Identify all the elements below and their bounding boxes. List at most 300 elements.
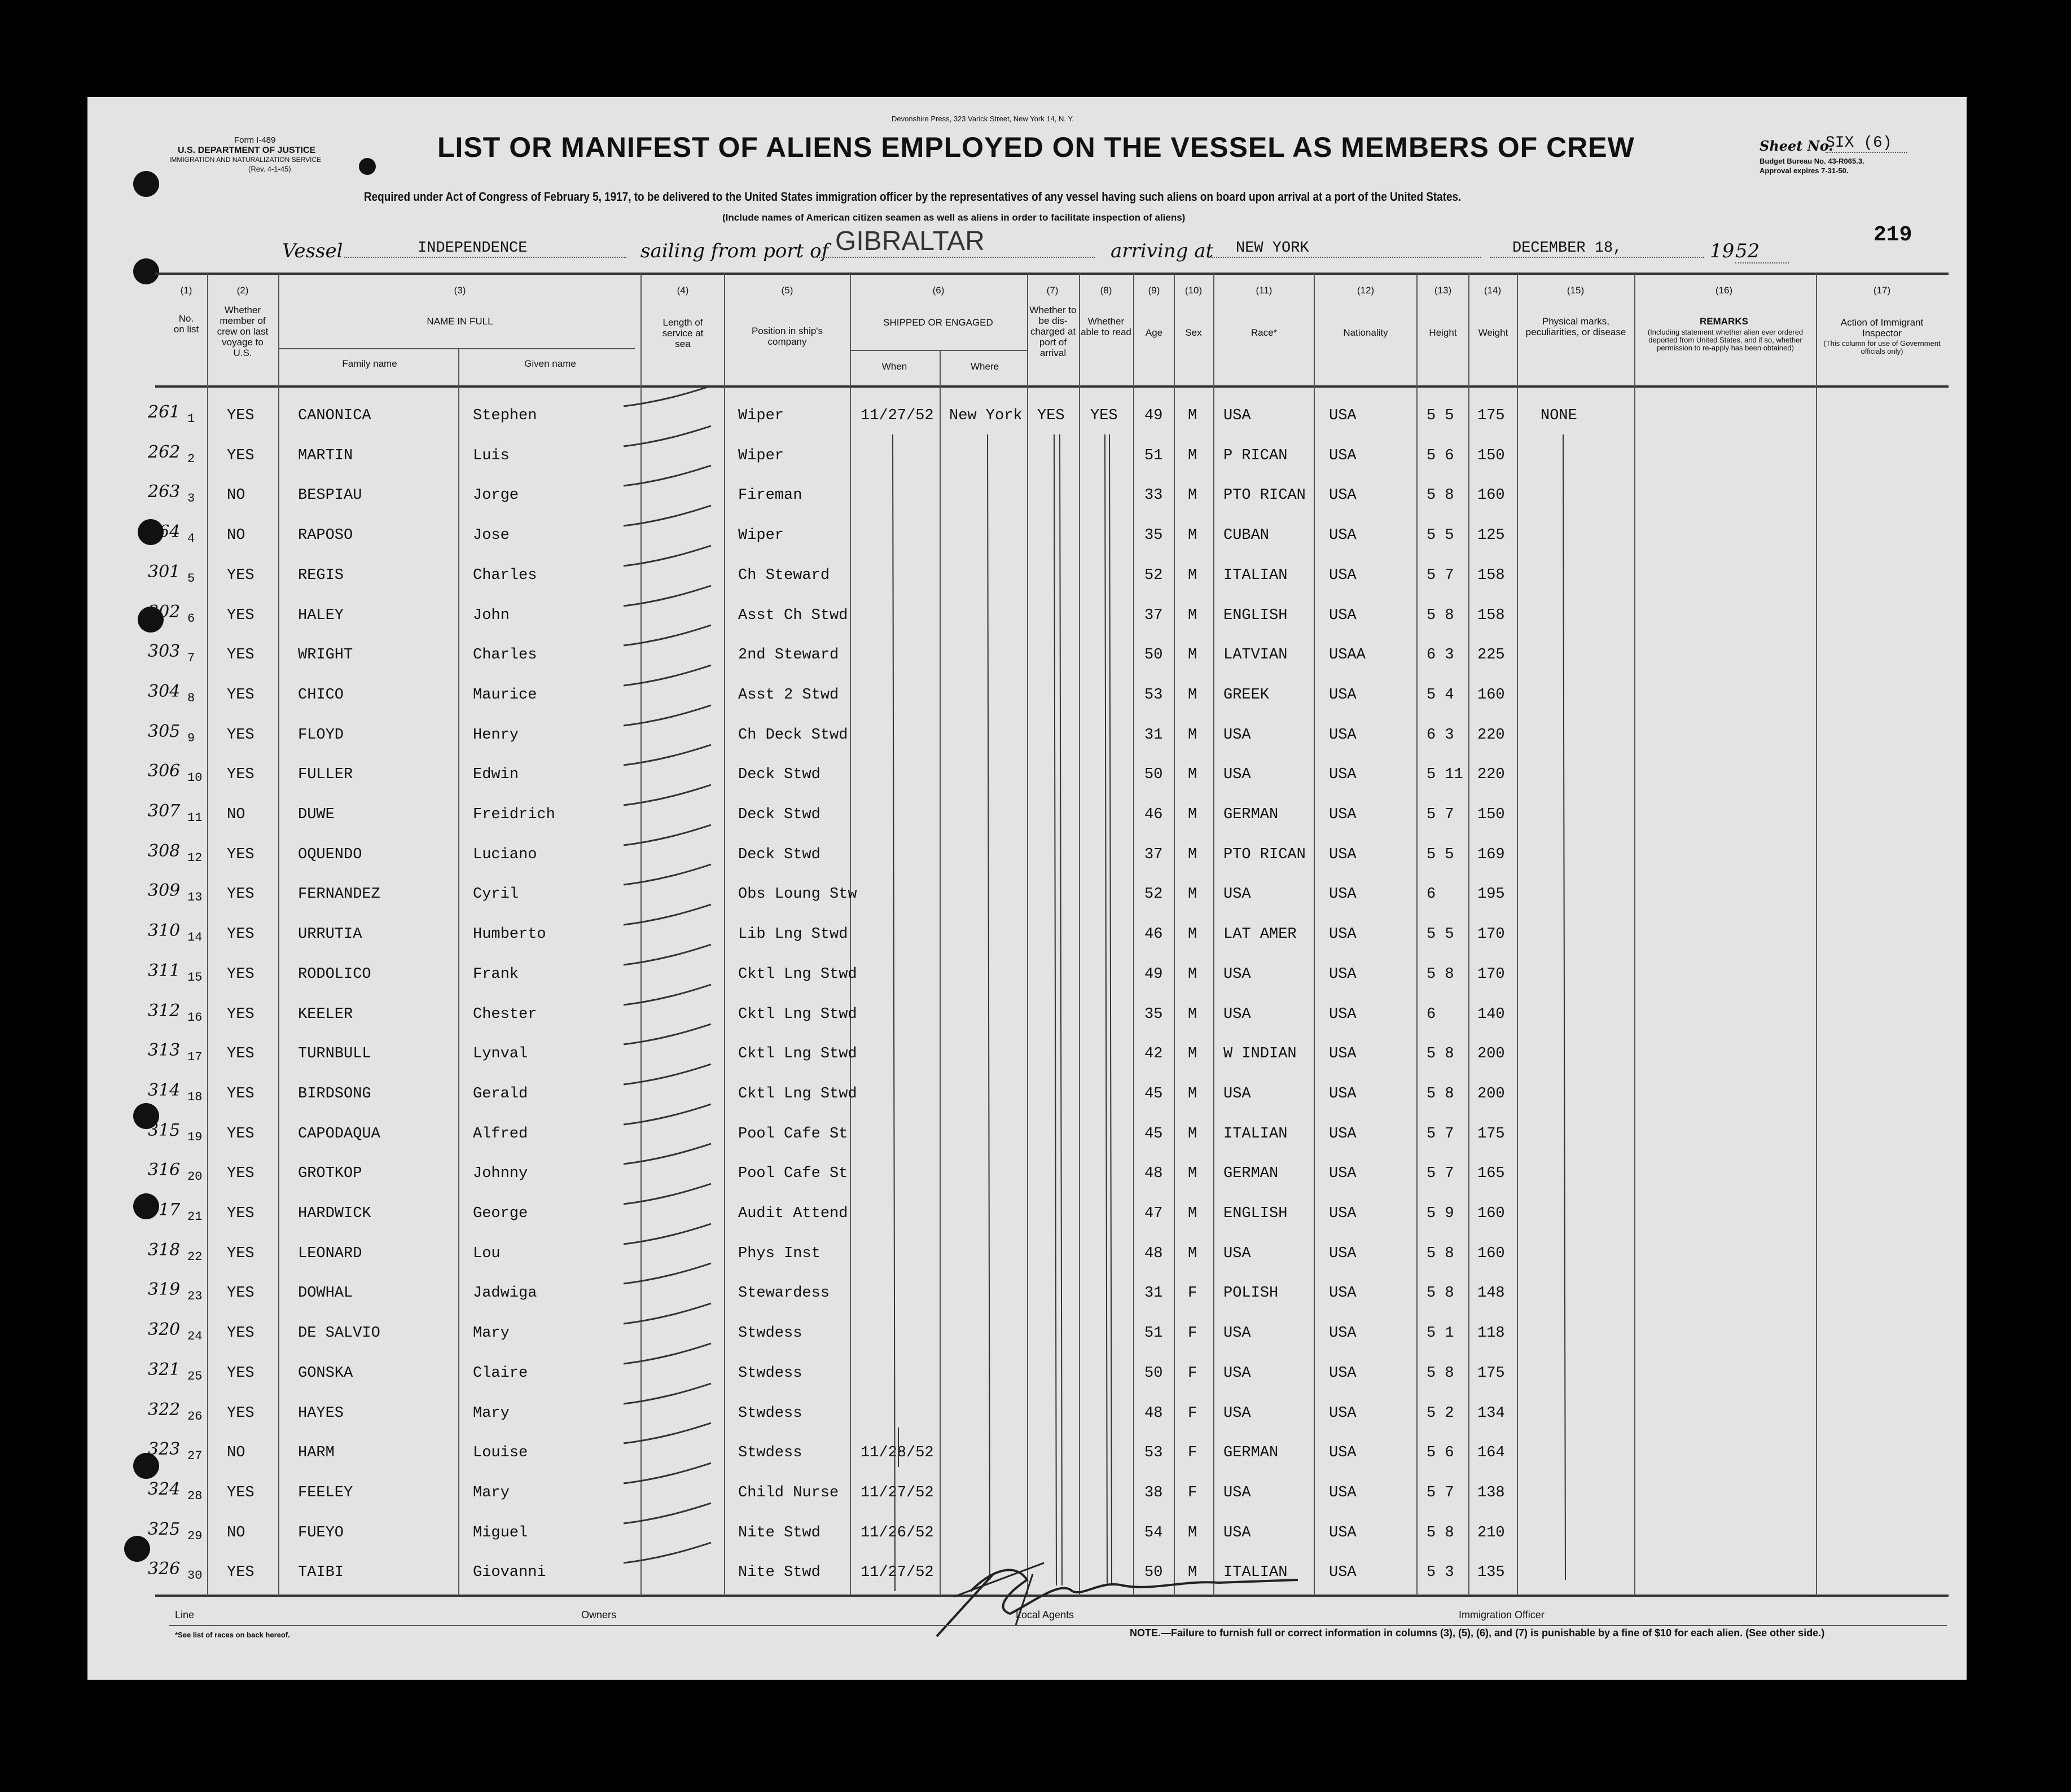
- service-length-stroke: [624, 1423, 711, 1443]
- line-number: 16: [187, 1011, 203, 1025]
- discharged-flag: YES: [1037, 407, 1065, 424]
- ship-position: Deck Stwd: [738, 846, 820, 863]
- ditto-line: [1105, 434, 1107, 1585]
- shipped-where: New York: [949, 407, 1023, 424]
- given-name: Mary: [473, 1405, 510, 1422]
- crew-last-voyage: YES: [227, 1046, 255, 1062]
- family-name: HAYES: [298, 1405, 344, 1422]
- ship-position: Pool Cafe St: [738, 1126, 848, 1143]
- page-title: LIST OR MANIFEST OF ALIENS EMPLOYED ON THE VESSEL AS MEMBERS OF CREW: [437, 131, 1635, 163]
- crew-last-voyage: NO: [227, 806, 245, 823]
- height: 5 8: [1427, 1046, 1454, 1062]
- race: USA: [1223, 966, 1251, 983]
- line-number: 17: [187, 1050, 203, 1064]
- col-head-given: Given name: [524, 358, 576, 369]
- age: 53: [1144, 1444, 1163, 1461]
- weight: 160: [1477, 487, 1505, 504]
- nationality: USA: [1329, 1525, 1357, 1541]
- sex: F: [1188, 1285, 1197, 1302]
- nationality: USA: [1329, 1046, 1357, 1062]
- penalty-note: NOTE.—Failure to furnish full or correct information in columns (3), (5), (6), and (7) is punishable by a fine of $10 for each alien. (See other side.): [1130, 1627, 1825, 1639]
- crew-last-voyage: YES: [227, 1126, 255, 1143]
- race: USA: [1223, 1484, 1251, 1501]
- ditto-line: [988, 434, 990, 1580]
- service-length-stroke: [624, 546, 711, 566]
- race: CUBAN: [1223, 527, 1270, 544]
- given-name: Frank: [473, 966, 519, 983]
- nationality: USA: [1329, 447, 1357, 464]
- age: 50: [1144, 647, 1163, 664]
- crew-last-voyage: YES: [227, 407, 255, 424]
- col-num: (15): [1567, 285, 1585, 296]
- weight: 150: [1477, 806, 1505, 823]
- ship-position: 2nd Steward: [738, 647, 839, 664]
- col-num: (17): [1873, 285, 1891, 296]
- line-number: 24: [187, 1329, 203, 1343]
- family-name: BIRDSONG: [298, 1086, 371, 1103]
- given-name: Mary: [473, 1325, 510, 1342]
- height: 5 6: [1427, 1444, 1454, 1461]
- given-name: Charles: [473, 647, 537, 664]
- col-head-family: Family name: [342, 358, 397, 369]
- line-number: 6: [187, 612, 195, 626]
- row-ref-number: 326: [148, 1559, 181, 1579]
- col-head-shipped: SHIPPED OR ENGAGED: [883, 317, 993, 328]
- ship-position: Phys Inst: [738, 1245, 820, 1262]
- weight: 170: [1477, 926, 1505, 943]
- sex: M: [1188, 1564, 1197, 1581]
- height: 6: [1427, 1006, 1436, 1023]
- race: USA: [1223, 1325, 1251, 1342]
- ship-position: Cktl Lng Stwd: [738, 1006, 857, 1023]
- weight: 134: [1477, 1405, 1505, 1422]
- ditto-line: [1109, 434, 1112, 1585]
- row-ref-number: 302: [148, 602, 181, 622]
- col-head-where: Where: [970, 361, 999, 372]
- family-name: BESPIAU: [298, 487, 362, 504]
- col-num: (5): [781, 285, 793, 296]
- sex: F: [1188, 1484, 1197, 1501]
- col-head-crew: Whether member of crew on last voyage to U.S.: [217, 305, 269, 358]
- given-name: Jose: [473, 527, 510, 544]
- given-name: Gerald: [473, 1086, 528, 1103]
- age: 52: [1144, 567, 1163, 584]
- race: USA: [1223, 1365, 1251, 1382]
- ship-position: Asst 2 Stwd: [738, 687, 839, 704]
- race: PTO RICAN: [1223, 846, 1306, 863]
- weight: 220: [1477, 727, 1505, 744]
- sex: M: [1188, 1165, 1197, 1182]
- col-head-remarks: REMARKS: [1700, 316, 1748, 327]
- age: 33: [1144, 487, 1163, 504]
- crew-last-voyage: YES: [227, 1564, 255, 1581]
- race: PTO RICAN: [1223, 487, 1306, 504]
- age: 50: [1144, 1564, 1163, 1581]
- height: 5 8: [1427, 487, 1454, 504]
- footer-rule: [169, 1625, 1947, 1626]
- sheet-label: Sheet No.: [1760, 138, 1833, 154]
- ship-position: Child Nurse: [738, 1484, 839, 1501]
- weight: 200: [1477, 1086, 1505, 1103]
- crew-last-voyage: NO: [227, 1444, 245, 1461]
- service-length-stroke: [624, 1383, 711, 1404]
- shipped-when: 11/27/52: [861, 407, 934, 424]
- weight: 175: [1477, 1365, 1505, 1382]
- height: 5 8: [1427, 1086, 1454, 1103]
- line-number: 30: [187, 1569, 203, 1583]
- line-number: 5: [187, 572, 195, 586]
- row-ref-number: 308: [148, 841, 181, 861]
- given-name: Louise: [473, 1444, 528, 1461]
- col-num: (1): [180, 285, 192, 296]
- shipped-when: 11/27/52: [861, 1484, 934, 1501]
- service-length-stroke: [624, 825, 711, 845]
- col-head-discharged: Whether to be dis-charged at port of arrival: [1029, 305, 1077, 358]
- col-num: (11): [1256, 285, 1273, 296]
- age: 31: [1144, 727, 1163, 744]
- sex: M: [1188, 1205, 1197, 1222]
- nationality: USA: [1329, 567, 1357, 584]
- family-name: MARTIN: [298, 447, 353, 464]
- age: 49: [1144, 407, 1163, 424]
- crew-last-voyage: YES: [227, 1165, 255, 1182]
- race: USA: [1223, 1245, 1251, 1262]
- given-name: Lou: [473, 1245, 501, 1262]
- nationality: USA: [1329, 1165, 1357, 1182]
- ship-position: Audit Attend: [738, 1205, 848, 1222]
- race: USA: [1223, 727, 1251, 744]
- handwritten-signature: [937, 1570, 1298, 1636]
- crew-last-voyage: YES: [227, 766, 255, 783]
- family-name: REGIS: [298, 567, 344, 584]
- crew-last-voyage: NO: [227, 527, 245, 544]
- nationality: USA: [1329, 1405, 1357, 1422]
- race: USA: [1223, 1405, 1251, 1422]
- line-number: 29: [187, 1529, 203, 1543]
- col-num: (2): [236, 285, 249, 296]
- nationality: USA: [1329, 1285, 1357, 1302]
- given-name: Stephen: [473, 407, 537, 424]
- race: GREEK: [1223, 687, 1270, 704]
- sex: F: [1188, 1365, 1197, 1382]
- approval: Approval expires 7-31-50.: [1760, 166, 1849, 175]
- row-ref-number: 318: [148, 1240, 181, 1260]
- line-number: 7: [187, 651, 195, 665]
- service-length-stroke: [624, 945, 711, 965]
- service-length-stroke: [624, 1463, 711, 1483]
- row-ref-number: 301: [148, 562, 181, 582]
- crew-last-voyage: YES: [227, 1086, 255, 1103]
- nationality: USA: [1329, 806, 1357, 823]
- weight: 170: [1477, 966, 1505, 983]
- race: GERMAN: [1223, 1165, 1279, 1182]
- col-head-weight: Weight: [1478, 327, 1508, 338]
- given-name: Lynval: [473, 1046, 528, 1062]
- family-name: HALEY: [298, 607, 344, 624]
- height: 5 8: [1427, 1245, 1454, 1262]
- service-length-stroke: [624, 904, 711, 925]
- crew-last-voyage: YES: [227, 886, 255, 903]
- sex: M: [1188, 1086, 1197, 1103]
- nationality: USA: [1329, 487, 1357, 504]
- line-number: 1: [187, 412, 195, 426]
- height: 5 4: [1427, 687, 1454, 704]
- age: 51: [1144, 447, 1163, 464]
- physical-marks: NONE: [1541, 407, 1577, 424]
- age: 48: [1144, 1165, 1163, 1182]
- crew-last-voyage: YES: [227, 727, 255, 744]
- crew-last-voyage: YES: [227, 1245, 255, 1262]
- shipped-when: 11/28/52: [861, 1444, 934, 1461]
- given-name: Chester: [473, 1006, 537, 1023]
- col-num: (16): [1715, 285, 1733, 296]
- sex: M: [1188, 1525, 1197, 1541]
- given-name: Mary: [473, 1484, 510, 1501]
- ship-position: Stwdess: [738, 1325, 802, 1342]
- family-name: CAPODAQUA: [298, 1126, 380, 1143]
- col-head-sex: Sex: [1185, 327, 1202, 338]
- family-name: DE SALVIO: [298, 1325, 380, 1342]
- line-number: 13: [187, 890, 203, 904]
- race: LAT AMER: [1223, 926, 1297, 943]
- ship-position: Stwdess: [738, 1444, 802, 1461]
- ship-position: Wiper: [738, 447, 784, 464]
- ship-position: Stwdess: [738, 1405, 802, 1422]
- weight: 195: [1477, 886, 1505, 903]
- service-length-stroke: [624, 1303, 711, 1324]
- ship-position: Asst Ch Stwd: [738, 607, 848, 624]
- height: 5 8: [1427, 966, 1454, 983]
- ditto-line: [893, 434, 895, 1591]
- row-ref-number: 312: [148, 1001, 181, 1021]
- weight: 175: [1477, 407, 1505, 424]
- family-name: DUWE: [298, 806, 335, 823]
- line-number: 27: [187, 1449, 203, 1463]
- nationality: USA: [1329, 1205, 1357, 1222]
- line-number: 26: [187, 1409, 203, 1424]
- crew-last-voyage: YES: [227, 447, 255, 464]
- nationality: USA: [1329, 1365, 1357, 1382]
- sex: M: [1188, 647, 1197, 664]
- col-head-remarks-note: (Including statement whether alien ever ordered deported from United States, and if so, whether permission to re-apply has been obtained): [1647, 328, 1804, 352]
- line-number: 21: [187, 1210, 203, 1224]
- row-ref-number: 304: [148, 682, 181, 701]
- height: 5 7: [1427, 1484, 1454, 1501]
- family-name: FEELEY: [298, 1484, 353, 1501]
- service-length-stroke: [624, 1343, 711, 1364]
- height: 5 1: [1427, 1325, 1454, 1342]
- sex: M: [1188, 607, 1197, 624]
- crew-last-voyage: YES: [227, 1285, 255, 1302]
- height: 5 5: [1427, 407, 1454, 424]
- service-length-stroke: [624, 1184, 711, 1204]
- family-name: RODOLICO: [298, 966, 371, 983]
- line-number: 9: [187, 731, 195, 745]
- col-head-nationality: Nationality: [1343, 327, 1388, 338]
- given-name: Alfred: [473, 1126, 528, 1143]
- row-ref-number: 319: [148, 1280, 181, 1299]
- weight: 165: [1477, 1165, 1505, 1182]
- age: 48: [1144, 1405, 1163, 1422]
- row-ref-number: 309: [148, 881, 181, 901]
- arrival-date: DECEMBER 18,: [1490, 240, 1704, 258]
- nationality: USA: [1329, 846, 1357, 863]
- year-suffix: 52: [1735, 240, 1789, 263]
- races-note: *See list of races on back hereof.: [175, 1631, 290, 1639]
- nationality: USA: [1329, 886, 1357, 903]
- shipped-when: 11/26/52: [861, 1525, 934, 1541]
- service-length-stroke: [624, 745, 711, 765]
- given-name: Jorge: [473, 487, 519, 504]
- vessel-name: INDEPENDENCE: [344, 240, 626, 258]
- family-name: TAIBI: [298, 1564, 344, 1581]
- nationality: USA: [1329, 727, 1357, 744]
- service-length-stroke: [624, 985, 711, 1005]
- col-head-height: Height: [1429, 327, 1457, 338]
- revision: (Rev. 4-1-45): [248, 165, 291, 173]
- race: P RICAN: [1223, 447, 1288, 464]
- nationality: USA: [1329, 1126, 1357, 1143]
- line-number: 4: [187, 532, 195, 546]
- given-name: Miguel: [473, 1525, 528, 1541]
- weight: 118: [1477, 1325, 1505, 1342]
- ship-position: Lib Lng Stwd: [738, 926, 848, 943]
- weight: 160: [1477, 1245, 1505, 1262]
- service-length-stroke: [624, 386, 711, 406]
- nationality: USAA: [1329, 647, 1366, 664]
- subtitle: Required under Act of Congress of February 5, 1917, to be delivered to the United States immigration officer by the representatives of any vessel having such aliens on board upon arrival at a port of the United States.: [364, 190, 1462, 204]
- row-ref-number: 310: [148, 921, 181, 941]
- row-ref-number: 262: [148, 442, 181, 462]
- weight: 164: [1477, 1444, 1505, 1461]
- race: GERMAN: [1223, 806, 1279, 823]
- height: 6 3: [1427, 647, 1454, 664]
- sex: M: [1188, 886, 1197, 903]
- col-num: (9): [1148, 285, 1160, 296]
- nationality: USA: [1329, 687, 1357, 704]
- form-number: Form I-489: [234, 135, 276, 145]
- race: USA: [1223, 1006, 1251, 1023]
- age: 46: [1144, 926, 1163, 943]
- row-ref-number: 325: [148, 1519, 181, 1539]
- service-length-stroke: [624, 1024, 711, 1044]
- footer-owners-label: Owners: [581, 1609, 617, 1620]
- given-name: Giovanni: [473, 1564, 546, 1581]
- nationality: USA: [1329, 1245, 1357, 1262]
- height: 5 8: [1427, 607, 1454, 624]
- ship-position: Fireman: [738, 487, 802, 504]
- sailing-label: sailing from port of: [640, 240, 829, 262]
- age: 37: [1144, 846, 1163, 863]
- ship-position: Stwdess: [738, 1365, 802, 1382]
- weight: 175: [1477, 1126, 1505, 1143]
- weight: 210: [1477, 1525, 1505, 1541]
- race: ENGLISH: [1223, 1205, 1288, 1222]
- race: USA: [1223, 886, 1251, 903]
- col-num: (12): [1357, 285, 1375, 296]
- nationality: USA: [1329, 966, 1357, 983]
- height: 6: [1427, 886, 1436, 903]
- row-ref-number: 324: [148, 1479, 181, 1499]
- nationality: USA: [1329, 766, 1357, 783]
- age: 38: [1144, 1484, 1163, 1501]
- sex: M: [1188, 447, 1197, 464]
- age: 47: [1144, 1205, 1163, 1222]
- crew-last-voyage: YES: [227, 607, 255, 624]
- family-name: WRIGHT: [298, 647, 353, 664]
- service-length-stroke: [624, 1263, 711, 1284]
- department: U.S. DEPARTMENT OF JUSTICE: [178, 146, 316, 155]
- col-num: (4): [677, 285, 689, 296]
- height: 5 7: [1427, 1126, 1454, 1143]
- sex: M: [1188, 926, 1197, 943]
- ditto-line: [1060, 434, 1062, 1585]
- height: 5 7: [1427, 1165, 1454, 1182]
- ship-position: Ch Deck Stwd: [738, 727, 848, 744]
- line-number: 23: [187, 1289, 203, 1303]
- family-name: CHICO: [298, 687, 344, 704]
- able-to-read: YES: [1090, 407, 1118, 424]
- sheet-number: SIX (6): [1826, 134, 1907, 153]
- row-ref-number: 263: [148, 482, 181, 502]
- col-head-service: Length of service at sea: [662, 317, 704, 349]
- height: 5 5: [1427, 926, 1454, 943]
- row-ref-number: 261: [148, 402, 181, 422]
- row-ref-number: 320: [148, 1320, 181, 1339]
- service-length-stroke: [624, 625, 711, 645]
- weight: 160: [1477, 1205, 1505, 1222]
- crew-last-voyage: NO: [227, 1525, 245, 1541]
- row-ref-number: 264: [148, 522, 181, 542]
- row-ref-number: 311: [148, 961, 181, 981]
- race: ENGLISH: [1223, 607, 1288, 624]
- sex: M: [1188, 487, 1197, 504]
- age: 49: [1144, 966, 1163, 983]
- line-number: 22: [187, 1250, 203, 1264]
- height: 5 5: [1427, 846, 1454, 863]
- age: 54: [1144, 1525, 1163, 1541]
- col-num: (6): [932, 285, 945, 296]
- race: ITALIAN: [1223, 1564, 1288, 1581]
- height: 5 8: [1427, 1365, 1454, 1382]
- age: 53: [1144, 687, 1163, 704]
- nationality: USA: [1329, 607, 1357, 624]
- weight: 150: [1477, 447, 1505, 464]
- crew-last-voyage: YES: [227, 1365, 255, 1382]
- printer-line: Devonshire Press, 323 Varick Street, New York 14, N. Y.: [892, 115, 1074, 123]
- weight: 225: [1477, 647, 1505, 664]
- line-number: 12: [187, 851, 203, 865]
- crew-last-voyage: YES: [227, 687, 255, 704]
- service-length-stroke: [624, 426, 711, 446]
- family-name: FULLER: [298, 766, 353, 783]
- sex: F: [1188, 1444, 1197, 1461]
- col-head-name: NAME IN FULL: [427, 316, 493, 327]
- age: 37: [1144, 607, 1163, 624]
- family-name: KEELER: [298, 1006, 353, 1023]
- service: IMMIGRATION AND NATURALIZATION SERVICE: [169, 156, 322, 164]
- given-name: Humberto: [473, 926, 546, 943]
- ship-position: Obs Loung Stw: [738, 886, 857, 903]
- age: 48: [1144, 1245, 1163, 1262]
- line-number: 18: [187, 1090, 203, 1104]
- service-length-stroke: [624, 506, 711, 526]
- given-name: George: [473, 1205, 528, 1222]
- col-head-race: Race*: [1251, 327, 1278, 338]
- family-name: FERNANDEZ: [298, 886, 380, 903]
- crew-last-voyage: YES: [227, 846, 255, 863]
- sex: M: [1188, 846, 1197, 863]
